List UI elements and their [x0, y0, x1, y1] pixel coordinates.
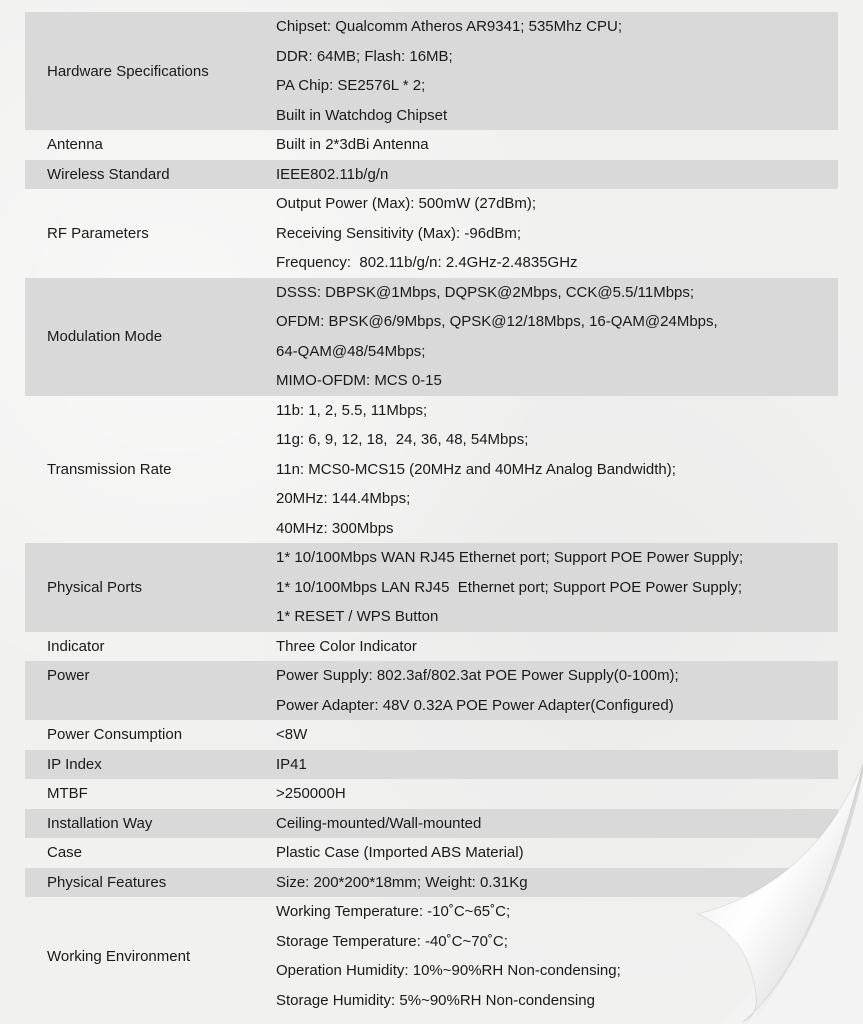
spec-values	[254, 897, 838, 1015]
spec-label: Indicator	[47, 637, 105, 655]
spec-label: Wireless Standard	[47, 165, 170, 183]
spec-row	[25, 278, 838, 396]
spec-values	[254, 779, 838, 809]
spec-value-line: MIMO-OFDM: MCS 0-15	[276, 372, 442, 389]
spec-value-line: 11n: MCS0-MCS15 (20MHz and 40MHz Analog Bandwidth);	[276, 460, 676, 478]
spec-value-line: PA Chip: SE2576L * 2;	[276, 77, 426, 94]
spec-value-line: 20MHz: 144.4Mbps;	[276, 490, 411, 507]
spec-row	[25, 130, 838, 160]
spec-values	[254, 130, 838, 160]
spec-values	[254, 12, 838, 130]
spec-values	[254, 838, 838, 868]
spec-value-line: 11b: 1, 2, 5.5, 11Mbps;	[276, 401, 428, 419]
spec-label: Antenna	[47, 136, 103, 154]
spec-values	[254, 720, 838, 750]
spec-value-line: DDR: 64MB; Flash: 16MB;	[276, 47, 453, 65]
spec-row	[25, 838, 838, 868]
spec-value-line: Three Color Indicator	[276, 637, 417, 655]
spec-value-line: Built in Watchdog Chipset	[276, 106, 448, 124]
spec-values	[254, 868, 838, 898]
spec-value-line: Operation Humidity: 10%~90%RH Non-condensing;	[276, 962, 621, 979]
spec-value-line: 1* RESET / WPS Button	[276, 608, 439, 625]
spec-values	[254, 543, 838, 632]
spec-values	[254, 160, 838, 190]
spec-row	[25, 661, 838, 720]
spec-value-line: Plastic Case (Imported ABS Material)	[276, 844, 524, 861]
spec-value-line: Receiving Sensitivity (Max): -96dBm;	[276, 224, 522, 242]
spec-value-line: Ceiling-mounted/Wall-mounted	[276, 814, 482, 832]
spec-label: Power	[47, 667, 90, 684]
spec-label: RF Parameters	[47, 224, 149, 242]
spec-label: Transmission Rate	[47, 460, 172, 478]
spec-row	[25, 160, 838, 190]
spec-label: Physical Features	[47, 873, 167, 891]
spec-value-line: Output Power (Max): 500mW (27dBm);	[276, 195, 537, 212]
spec-label: MTBF	[47, 785, 88, 803]
spec-values	[254, 809, 838, 839]
spec-table	[25, 12, 838, 1015]
spec-value-line: 11g: 6, 9, 12, 18, 24, 36, 48, 54Mbps;	[276, 431, 529, 448]
spec-value-line: 40MHz: 300Mbps	[276, 519, 394, 537]
spec-values	[254, 750, 838, 780]
spec-values	[254, 632, 838, 662]
spec-label: IP Index	[47, 755, 102, 773]
spec-value-line: Frequency: 802.11b/g/n: 2.4GHz-2.4835GHz	[276, 254, 578, 271]
spec-value-line: 64-QAM@48/54Mbps;	[276, 342, 426, 360]
spec-value-line: <8W	[276, 726, 308, 743]
spec-value-line: Power Adapter: 48V 0.32A POE Power Adapter(Configured)	[276, 696, 674, 714]
spec-value-line: Storage Humidity: 5%~90%RH Non-condensing	[276, 991, 595, 1009]
spec-value-line: 1* 10/100Mbps WAN RJ45 Ethernet port; Support POE Power Supply;	[276, 549, 744, 566]
spec-label: Installation Way	[47, 814, 153, 832]
spec-value-line: Storage Temperature: -40˚C~70˚C;	[276, 932, 508, 950]
spec-label: Physical Ports	[47, 578, 143, 596]
spec-value-line: DSSS: DBPSK@1Mbps, DQPSK@2Mbps, CCK@5.5/11Mbps;	[276, 283, 695, 301]
spec-value-line: Working Temperature: -10˚C~65˚C;	[276, 903, 511, 920]
spec-row	[25, 543, 838, 632]
spec-value-line: Built in 2*3dBi Antenna	[276, 136, 429, 153]
spec-value-line: >250000H	[276, 785, 346, 802]
spec-row	[25, 720, 838, 750]
spec-values	[254, 661, 838, 720]
spec-values	[254, 189, 838, 278]
spec-row	[25, 897, 838, 1015]
spec-row	[25, 809, 838, 839]
spec-row	[25, 632, 838, 662]
spec-label: Working Environment	[47, 947, 191, 965]
spec-row	[25, 189, 838, 278]
spec-value-line: IEEE802.11b/g/n	[276, 165, 389, 183]
spec-label: Modulation Mode	[47, 328, 163, 345]
spec-label: Power Consumption	[47, 726, 183, 744]
spec-row	[25, 868, 838, 898]
spec-row	[25, 750, 838, 780]
spec-row	[25, 396, 838, 544]
spec-row	[25, 779, 838, 809]
spec-value-line: Power Supply: 802.3af/802.3at POE Power Supply(0-100m);	[276, 667, 679, 684]
spec-label: Case	[47, 844, 83, 862]
spec-value-line: IP41	[276, 755, 307, 773]
spec-value-line: Size: 200*200*18mm; Weight: 0.31Kg	[276, 873, 528, 891]
spec-values	[254, 278, 838, 396]
spec-row	[25, 12, 838, 130]
spec-value-line: 1* 10/100Mbps LAN RJ45 Ethernet port; Support POE Power Supply;	[276, 578, 743, 596]
spec-values	[254, 396, 838, 544]
spec-value-line: OFDM: BPSK@6/9Mbps, QPSK@12/18Mbps, 16-QAM@24Mbps,	[276, 313, 718, 330]
spec-label: Hardware Specifications	[47, 62, 209, 80]
spec-value-line: Chipset: Qualcomm Atheros AR9341; 535Mhz CPU;	[276, 18, 622, 35]
